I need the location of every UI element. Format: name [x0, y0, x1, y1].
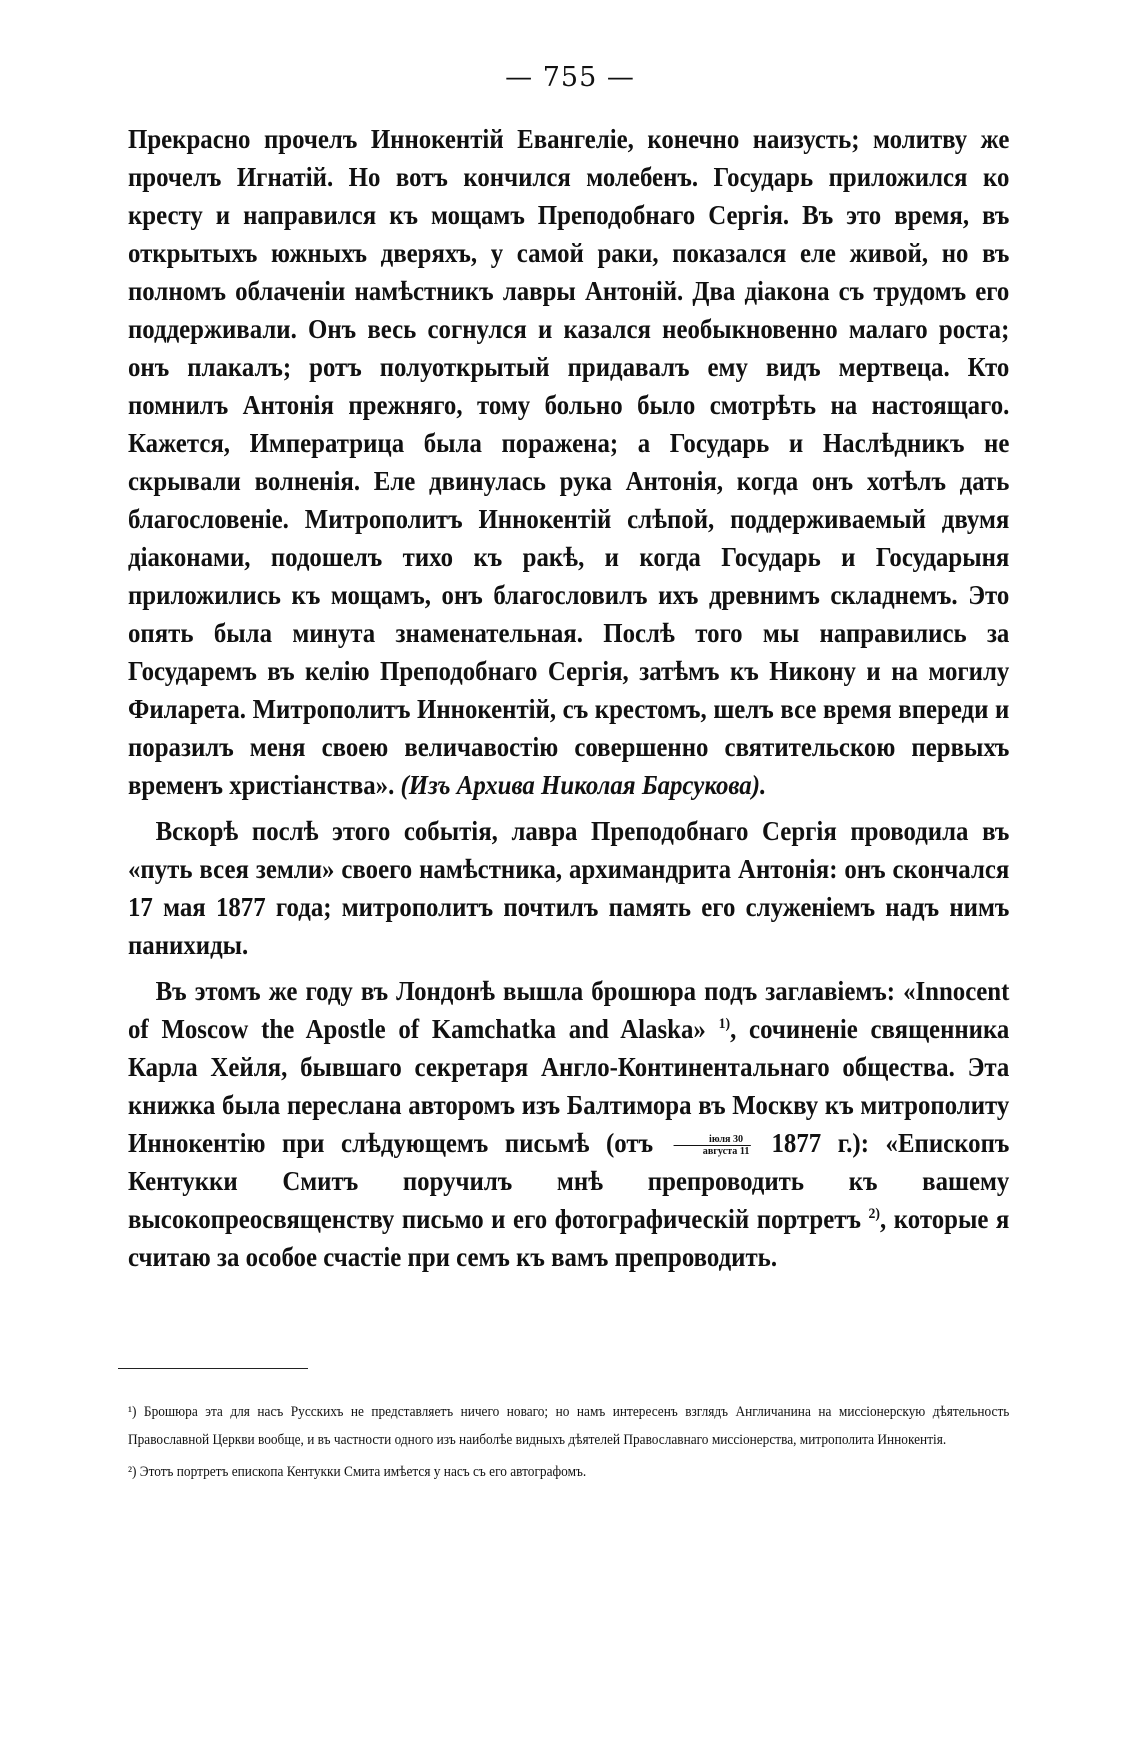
- page-number: — 755 —: [505, 62, 635, 93]
- date-fraction: [673, 1134, 751, 1157]
- paragraph-2: Вскорѣ послѣ этого событія, лавра Преподобнаго Сергія проводила въ «путь всея земли» своего намѣстника, архимандрита Антонія: онъ скончался 17 мая 1877 года; митрополитъ почтилъ память его служеніемъ надъ нимъ панихиды.: [128, 816, 1010, 960]
- footnote-ref-2: 2): [868, 1206, 881, 1222]
- footnote-ref-1: 1): [718, 1016, 731, 1032]
- footnote-2: ²) Этотъ портретъ епископа Кентукки Смита имѣется у насъ съ его автографомъ.: [128, 1464, 587, 1480]
- paragraph-1: [128, 120, 1009, 804]
- footnote-1: ¹) Брошюра эта для насъ Русскихъ не представляетъ ничего новаго; но намъ интересенъ взглядъ Англичанина на миссіонерскую дѣятельность Православной Церкви вообще, и въ частности одного изъ наиболѣе видныхъ дѣятелей Православнаго миссіонерства, митрополита Иннокентія.: [128, 1404, 1010, 1448]
- paragraph-3-text-c: 1877 г.): «Епископъ Кентукки Смитъ поручилъ мнѣ препроводить къ вашему высокопреосвященству письмо и его фотографическій портретъ: [128, 1128, 1010, 1234]
- paragraph-3-text-d: , которые я считаю за особое счастіе при семъ къ вамъ препроводить.: [128, 1204, 1010, 1272]
- footnotes: [128, 1398, 1009, 1490]
- paragraph-1-text: Прекрасно прочелъ Иннокентій Евангеліе, конечно наизусть; молитву же прочелъ Игнатій. Но вотъ кончился молебенъ. Государь приложился ко кресту и направился къ мощамъ Преподобнаго Сергія. Въ это время, въ открытыхъ южныхъ дверяхъ, у самой раки, показался еле живой, но въ полномъ облаченіи намѣстникъ лавры Антоній. Два діакона съ трудомъ его поддерживали. Онъ весь согнулся и казался необыкновенно малаго роста; онъ плакалъ; ротъ полуоткрытый придавалъ ему видъ мертвеца. Кто помнилъ Антонія прежняго, тому больно было смотрѣть на настоящаго. Кажется, Императрица была поражена; а Государь и Наслѣдникъ не скрывали волненія. Еле двинулась рука Антонія, когда онъ хотѣлъ дать благословеніе. Митрополитъ Иннокентій слѣпой, поддерживаемый двумя діаконами, подошелъ тихо къ ракѣ, и когда Государь и Государыня приложились къ мощамъ, онъ благословилъ ихъ древнимъ складнемъ. Это опять была минута знаменательная. Послѣ того мы направились за Государемъ въ келію Преподобнаго Сергія, затѣмъ къ Никону и на могилу Филарета. Митрополитъ Иннокентій, съ крестомъ, шелъ все время впереди и поразилъ меня своею величавостію совершенно святительскою первыхъ временъ христіанства».: [128, 124, 1010, 800]
- date-fraction-numerator: іюля 30: [673, 1134, 751, 1146]
- date-fraction-denominator: августа 11: [702, 1145, 750, 1158]
- paragraph-3-text-a: Въ этомъ же году въ Лондонѣ вышла брошюра подъ заглавіемъ: «Innocent of Moscow the Apostle of Kamchatka and Alaska»: [128, 976, 1010, 1044]
- paragraph-3-text-b: , сочиненіе священника Карла Хейля, бывшаго секретаря Англо-Континентальнаго общества. Эта книжка была переслана авторомъ изъ Балтимора въ Москву къ митрополиту Иннокентію при слѣдующемъ письмѣ (отъ: [128, 1014, 1010, 1158]
- paragraph-3: [128, 972, 1009, 1276]
- main-text: [128, 120, 1009, 1284]
- archive-citation: (Изъ Архива Николая Барсукова).: [400, 770, 767, 800]
- footnote-divider: [118, 1368, 308, 1369]
